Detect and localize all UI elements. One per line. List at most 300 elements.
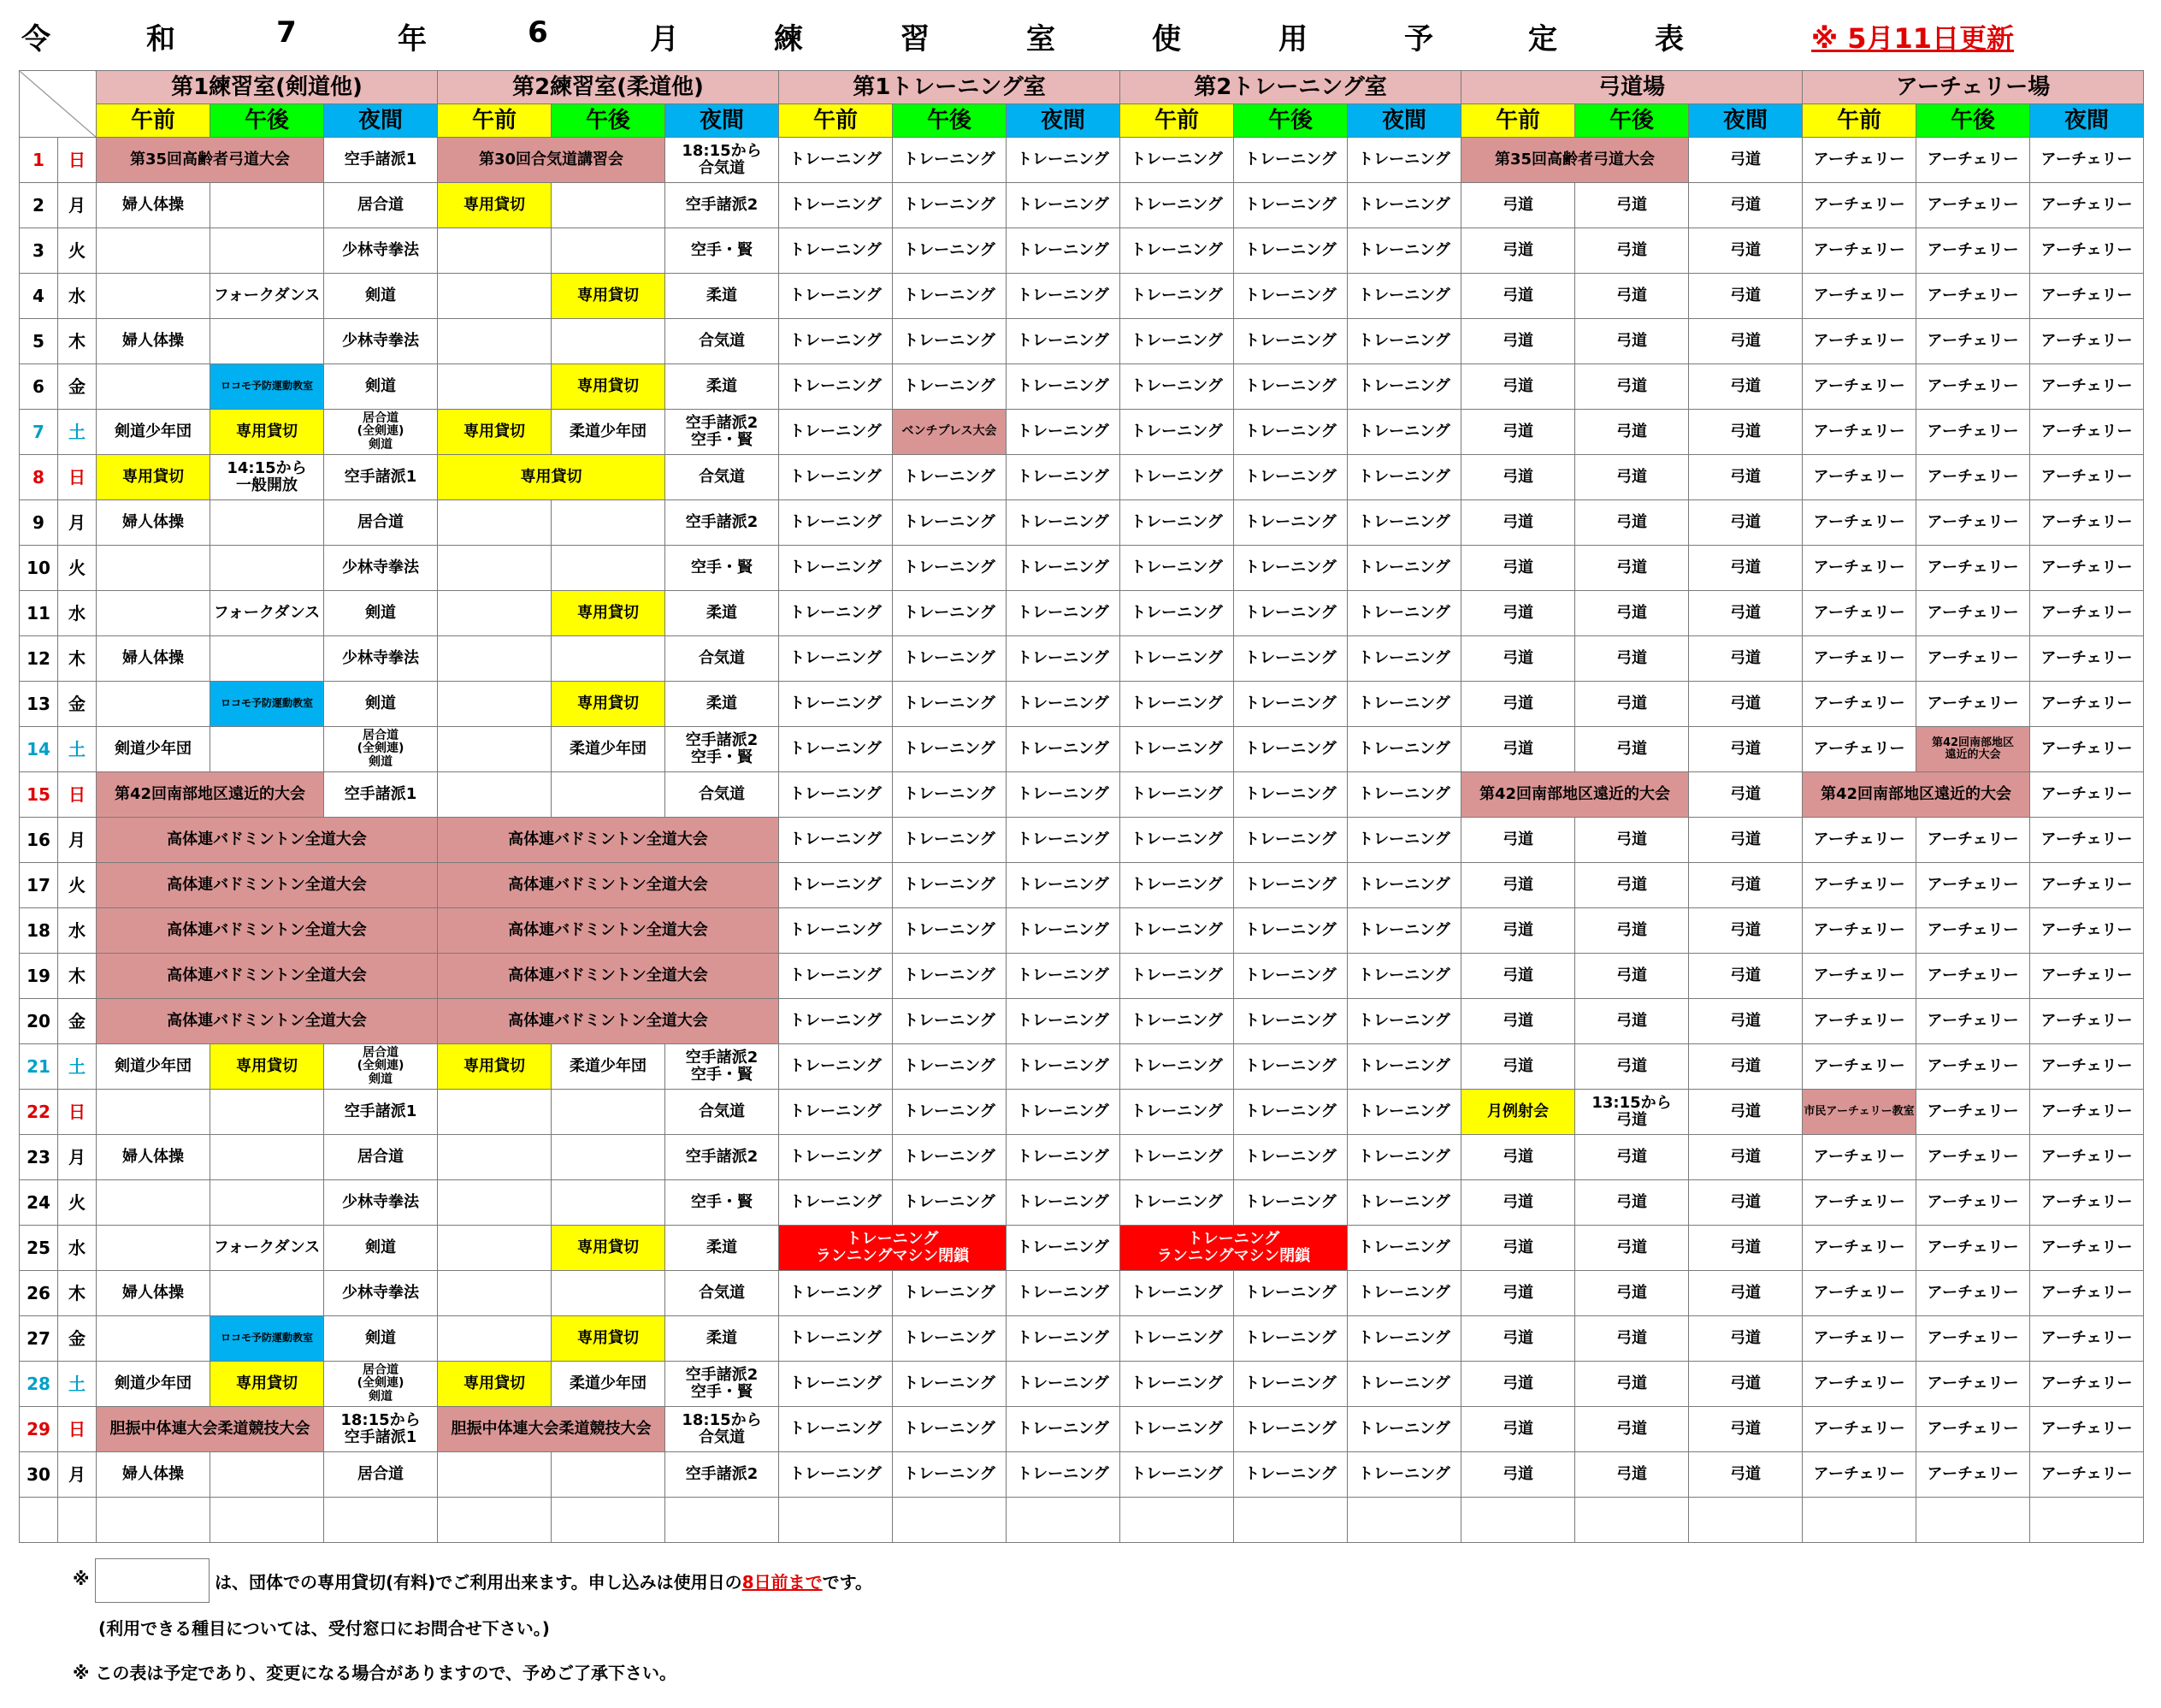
schedule-cell: アーチェリー <box>1803 727 1916 772</box>
schedule-cell: アーチェリー <box>2030 1271 2144 1316</box>
schedule-cell: トレーニング <box>1120 999 1234 1044</box>
day-of-week: 日 <box>58 138 97 183</box>
schedule-cell: 専用貸切 <box>210 1044 324 1090</box>
schedule-cell <box>552 228 665 274</box>
schedule-cell: 弓道 <box>1689 546 1803 591</box>
schedule-cell <box>779 1498 893 1543</box>
schedule-cell: 剣道少年団 <box>97 1362 210 1407</box>
schedule-cell: 専用貸切 <box>552 1226 665 1271</box>
day-number: 17 <box>20 863 58 908</box>
schedule-cell <box>438 727 552 772</box>
schedule-cell: 弓道 <box>1575 228 1689 274</box>
schedule-cell: トレーニング <box>893 863 1007 908</box>
schedule-cell: フォークダンス <box>210 1226 324 1271</box>
slot-header: 夜間 <box>1689 104 1803 138</box>
title-char: 6 <box>528 15 548 50</box>
schedule-cell <box>1916 1498 2030 1543</box>
schedule-cell: アーチェリー <box>1803 1452 1916 1498</box>
day-of-week: 木 <box>58 636 97 682</box>
day-number: 13 <box>20 682 58 727</box>
schedule-cell: 柔道 <box>665 364 779 410</box>
schedule-cell <box>438 546 552 591</box>
day-number: 8 <box>20 455 58 500</box>
schedule-cell: 婦人体操 <box>97 636 210 682</box>
schedule-cell: アーチェリー <box>1916 1271 2030 1316</box>
table-row <box>20 1271 2144 1316</box>
schedule-cell: 空手諸派1 <box>324 772 438 818</box>
slot-header: 午前 <box>1120 104 1234 138</box>
schedule-cell: アーチェリー <box>2030 274 2144 319</box>
schedule-cell: 弓道 <box>1689 1316 1803 1362</box>
table-row <box>20 1135 2144 1180</box>
schedule-cell: トレーニング <box>1007 1271 1120 1316</box>
schedule-cell: アーチェリー <box>1916 908 2030 954</box>
facility-header: アーチェリー場 <box>1803 71 2144 104</box>
schedule-cell: アーチェリー <box>2030 1452 2144 1498</box>
table-row <box>20 818 2144 863</box>
schedule-cell <box>552 319 665 364</box>
schedule-cell: 月例射会 <box>1461 1090 1575 1135</box>
schedule-cell: トレーニング <box>779 364 893 410</box>
schedule-cell: 専用貸切 <box>438 183 552 228</box>
schedule-cell <box>1689 1498 1803 1543</box>
schedule-cell: 第42回南部地区遠近的大会 <box>1803 772 2030 818</box>
schedule-cell <box>210 1180 324 1226</box>
schedule-cell: 少林寺拳法 <box>324 1271 438 1316</box>
schedule-cell <box>324 1498 438 1543</box>
schedule-cell: 弓道 <box>1461 908 1575 954</box>
schedule-cell: トレーニング <box>893 591 1007 636</box>
table-row <box>20 1180 2144 1226</box>
day-of-week: 木 <box>58 319 97 364</box>
schedule-cell: 弓道 <box>1461 1316 1575 1362</box>
day-of-week: 日 <box>58 1090 97 1135</box>
day-of-week: 土 <box>58 1362 97 1407</box>
schedule-cell: 胆振中体連大会柔道競技大会 <box>97 1407 324 1452</box>
facility-header: 第1練習室(剣道他) <box>97 71 438 104</box>
schedule-cell: トレーニング <box>1007 1090 1120 1135</box>
schedule-cell: トレーニング <box>1120 1316 1234 1362</box>
slot-header: 午後 <box>552 104 665 138</box>
schedule-cell: 弓道 <box>1689 863 1803 908</box>
facility-header: 弓道場 <box>1461 71 1803 104</box>
schedule-cell: トレーニング <box>893 455 1007 500</box>
schedule-cell: 弓道 <box>1689 138 1803 183</box>
schedule-cell: トレーニング <box>1120 1180 1234 1226</box>
title-char: 定 <box>1528 22 1557 56</box>
day-number: 12 <box>20 636 58 682</box>
note-line-2: (利用できる種目については、受付窓口にお問合せ下さい。) <box>98 1618 550 1639</box>
schedule-cell: トレーニング <box>1120 138 1234 183</box>
schedule-cell: 弓道 <box>1461 1407 1575 1452</box>
schedule-cell: 居合道 (全剣連) 剣道 <box>324 727 438 772</box>
schedule-cell: 弓道 <box>1575 636 1689 682</box>
schedule-cell: トレーニング <box>1007 863 1120 908</box>
schedule-cell: 弓道 <box>1689 1090 1803 1135</box>
day-of-week: 水 <box>58 591 97 636</box>
schedule-cell: トレーニング <box>1234 455 1348 500</box>
schedule-cell: 弓道 <box>1461 636 1575 682</box>
schedule-cell: アーチェリー <box>1803 863 1916 908</box>
schedule-cell: 胆振中体連大会柔道競技大会 <box>438 1407 665 1452</box>
schedule-cell: アーチェリー <box>1916 546 2030 591</box>
slot-header: 午後 <box>1234 104 1348 138</box>
table-row <box>20 1316 2144 1362</box>
title-char: 練 <box>774 22 803 56</box>
schedule-cell: アーチェリー <box>1916 636 2030 682</box>
title-char: 使 <box>1152 22 1181 56</box>
schedule-cell: 空手諸派2 <box>665 1452 779 1498</box>
schedule-cell: アーチェリー <box>1916 863 2030 908</box>
schedule-cell: 婦人体操 <box>97 319 210 364</box>
schedule-cell: 弓道 <box>1689 228 1803 274</box>
update-notice: ※ 5月11日更新 <box>1811 22 2015 55</box>
schedule-cell: 弓道 <box>1689 818 1803 863</box>
schedule-cell: 弓道 <box>1575 1316 1689 1362</box>
day-number: 16 <box>20 818 58 863</box>
schedule-cell: トレーニング <box>1234 183 1348 228</box>
schedule-cell: 弓道 <box>1575 1452 1689 1498</box>
schedule-cell: トレーニング <box>1348 546 1461 591</box>
schedule-cell: 高体連バドミントン全道大会 <box>97 908 438 954</box>
schedule-cell: アーチェリー <box>1916 228 2030 274</box>
schedule-cell: トレーニング <box>1007 364 1120 410</box>
schedule-cell <box>210 228 324 274</box>
schedule-cell: トレーニング <box>1348 410 1461 455</box>
schedule-cell: トレーニング <box>779 1407 893 1452</box>
schedule-cell: トレーニング <box>1120 818 1234 863</box>
schedule-cell: トレーニング <box>1234 818 1348 863</box>
day-number: 1 <box>20 138 58 183</box>
day-number: 25 <box>20 1226 58 1271</box>
day-number: 22 <box>20 1090 58 1135</box>
table-row <box>20 1044 2144 1090</box>
schedule-cell: 剣道 <box>324 591 438 636</box>
schedule-cell: 弓道 <box>1575 1135 1689 1180</box>
schedule-cell: 弓道 <box>1461 274 1575 319</box>
day-of-week: 木 <box>58 1271 97 1316</box>
schedule-cell: 弓道 <box>1461 727 1575 772</box>
schedule-cell <box>210 636 324 682</box>
schedule-cell: トレーニング <box>1007 455 1120 500</box>
schedule-cell: トレーニング <box>893 636 1007 682</box>
day-number: 20 <box>20 999 58 1044</box>
schedule-cell: 空手諸派2 空手・賢 <box>665 1044 779 1090</box>
schedule-cell: トレーニング <box>779 999 893 1044</box>
schedule-cell: トレーニング <box>779 500 893 546</box>
schedule-cell: 弓道 <box>1461 546 1575 591</box>
schedule-cell: 弓道 <box>1689 1452 1803 1498</box>
schedule-cell: トレーニング <box>779 727 893 772</box>
schedule-cell: アーチェリー <box>1803 954 1916 999</box>
schedule-cell: トレーニング <box>1348 1226 1461 1271</box>
schedule-cell: 弓道 <box>1689 908 1803 954</box>
schedule-cell: トレーニング <box>1120 546 1234 591</box>
schedule-cell: アーチェリー <box>1803 1226 1916 1271</box>
schedule-cell: アーチェリー <box>1803 546 1916 591</box>
slot-header: 夜間 <box>324 104 438 138</box>
schedule-cell: トレーニング <box>779 591 893 636</box>
schedule-cell: トレーニング <box>1007 546 1120 591</box>
schedule-cell: トレーニング <box>1234 410 1348 455</box>
schedule-cell <box>438 682 552 727</box>
day-of-week: 日 <box>58 1407 97 1452</box>
schedule-cell: トレーニング <box>1007 1226 1120 1271</box>
schedule-cell: アーチェリー <box>1803 1362 1916 1407</box>
schedule-cell: アーチェリー <box>1916 954 2030 999</box>
schedule-cell: トレーニング <box>1007 1452 1120 1498</box>
day-number: 24 <box>20 1180 58 1226</box>
schedule-cell: トレーニング <box>1234 772 1348 818</box>
schedule-cell: 婦人体操 <box>97 183 210 228</box>
schedule-cell: 弓道 <box>1461 1362 1575 1407</box>
schedule-cell: トレーニング <box>1234 274 1348 319</box>
schedule-table <box>19 70 2144 1543</box>
day-number: 10 <box>20 546 58 591</box>
schedule-cell: トレーニング <box>1348 183 1461 228</box>
schedule-cell <box>438 500 552 546</box>
note-line-1 <box>215 1569 872 1593</box>
schedule-cell: トレーニング <box>1348 1044 1461 1090</box>
day-of-week: 月 <box>58 1452 97 1498</box>
schedule-cell <box>210 500 324 546</box>
schedule-cell: 第30回合気道講習会 <box>438 138 665 183</box>
schedule-cell: トレーニング <box>779 1362 893 1407</box>
schedule-cell: トレーニング <box>1007 183 1120 228</box>
title-char: 和 <box>146 22 175 56</box>
schedule-cell: トレーニング <box>779 954 893 999</box>
schedule-cell: 弓道 <box>1689 1135 1803 1180</box>
day-of-week: 金 <box>58 364 97 410</box>
day-number: 19 <box>20 954 58 999</box>
schedule-cell <box>210 1498 324 1543</box>
schedule-cell <box>438 1316 552 1362</box>
schedule-cell <box>893 1498 1007 1543</box>
schedule-cell <box>438 1498 552 1543</box>
schedule-cell: 弓道 <box>1689 410 1803 455</box>
day-of-week: 土 <box>58 727 97 772</box>
schedule-cell: トレーニング <box>893 727 1007 772</box>
schedule-cell: アーチェリー <box>1803 138 1916 183</box>
schedule-cell <box>552 546 665 591</box>
schedule-cell <box>438 1452 552 1498</box>
schedule-cell: アーチェリー <box>2030 183 2144 228</box>
schedule-cell: アーチェリー <box>1916 274 2030 319</box>
schedule-cell: 弓道 <box>1461 183 1575 228</box>
table-row <box>20 908 2144 954</box>
schedule-cell: トレーニング <box>1348 636 1461 682</box>
schedule-cell: トレーニング <box>1234 138 1348 183</box>
schedule-cell: トレーニング <box>1007 500 1120 546</box>
schedule-cell: アーチェリー <box>2030 999 2144 1044</box>
schedule-cell: アーチェリー <box>1916 1316 2030 1362</box>
schedule-cell: 第42回南部地区 遠近的大会 <box>1916 727 2030 772</box>
schedule-cell: アーチェリー <box>1916 818 2030 863</box>
day-number: 21 <box>20 1044 58 1090</box>
schedule-cell: アーチェリー <box>1916 1135 2030 1180</box>
schedule-cell: トレーニング <box>779 1316 893 1362</box>
schedule-cell: 弓道 <box>1689 183 1803 228</box>
schedule-cell: アーチェリー <box>2030 727 2144 772</box>
schedule-cell: トレーニング <box>893 818 1007 863</box>
schedule-cell: トレーニング <box>1007 727 1120 772</box>
schedule-cell <box>210 319 324 364</box>
schedule-cell: 専用貸切 <box>438 1362 552 1407</box>
slot-header: 午前 <box>97 104 210 138</box>
schedule-cell: 柔道 <box>665 1226 779 1271</box>
schedule-cell: トレーニング <box>1348 591 1461 636</box>
table-row <box>20 1090 2144 1135</box>
schedule-cell: アーチェリー <box>2030 455 2144 500</box>
schedule-cell: 専用貸切 <box>552 591 665 636</box>
schedule-cell <box>438 1180 552 1226</box>
schedule-cell: トレーニング <box>1348 1271 1461 1316</box>
schedule-cell <box>210 183 324 228</box>
schedule-cell: アーチェリー <box>1803 410 1916 455</box>
title-char: 7 <box>276 15 297 50</box>
schedule-cell: トレーニング <box>1120 1362 1234 1407</box>
day-of-week: 月 <box>58 183 97 228</box>
schedule-cell: トレーニング <box>1234 1135 1348 1180</box>
table-row <box>20 772 2144 818</box>
schedule-cell: トレーニング <box>779 772 893 818</box>
day-number: 26 <box>20 1271 58 1316</box>
schedule-cell: トレーニング <box>1348 1316 1461 1362</box>
schedule-cell: 第35回高齢者弓道大会 <box>1461 138 1689 183</box>
schedule-cell: 弓道 <box>1575 546 1689 591</box>
day-of-week: 月 <box>58 818 97 863</box>
table-row <box>20 183 2144 228</box>
schedule-cell: 居合道 <box>324 183 438 228</box>
schedule-cell <box>438 364 552 410</box>
day-number: 18 <box>20 908 58 954</box>
schedule-cell: トレーニング <box>779 908 893 954</box>
schedule-cell: トレーニング <box>1120 908 1234 954</box>
schedule-cell: 専用貸切 <box>552 274 665 319</box>
schedule-cell: アーチェリー <box>1803 682 1916 727</box>
schedule-cell: 第35回高齢者弓道大会 <box>97 138 324 183</box>
schedule-cell: トレーニング <box>779 818 893 863</box>
schedule-cell: トレーニング <box>779 1271 893 1316</box>
table-row <box>20 410 2144 455</box>
schedule-cell: 弓道 <box>1689 319 1803 364</box>
schedule-cell: 弓道 <box>1575 500 1689 546</box>
schedule-cell: 弓道 <box>1689 1044 1803 1090</box>
schedule-cell: トレーニング <box>779 863 893 908</box>
schedule-cell: トレーニング <box>1348 274 1461 319</box>
schedule-cell: アーチェリー <box>2030 1044 2144 1090</box>
schedule-cell: 専用貸切 <box>552 364 665 410</box>
schedule-cell: アーチェリー <box>1803 1407 1916 1452</box>
schedule-cell: トレーニング <box>1234 863 1348 908</box>
schedule-cell: アーチェリー <box>1916 410 2030 455</box>
schedule-cell: トレーニング <box>1007 1135 1120 1180</box>
day-of-week: 土 <box>58 1044 97 1090</box>
schedule-cell: アーチェリー <box>1803 1271 1916 1316</box>
schedule-cell: トレーニング <box>1348 727 1461 772</box>
schedule-cell: トレーニング <box>779 1090 893 1135</box>
schedule-cell: トレーニング <box>893 1090 1007 1135</box>
schedule-cell: トレーニング <box>893 319 1007 364</box>
schedule-cell: トレーニング <box>1007 1180 1120 1226</box>
schedule-cell: トレーニング <box>1234 364 1348 410</box>
schedule-cell: トレーニング <box>1348 364 1461 410</box>
schedule-cell: 合気道 <box>665 455 779 500</box>
schedule-cell: トレーニング <box>1007 908 1120 954</box>
schedule-cell <box>97 228 210 274</box>
schedule-cell <box>438 636 552 682</box>
schedule-cell: 剣道 <box>324 1316 438 1362</box>
note-line-1-text: は、団体での専用貸切(有料)でご利用出来ます。申し込みは使用日の <box>215 1572 742 1593</box>
slot-header: 午前 <box>1803 104 1916 138</box>
schedule-cell: アーチェリー <box>2030 772 2144 818</box>
note-mark: ※ <box>73 1569 90 1589</box>
schedule-cell: トレーニング <box>1120 274 1234 319</box>
schedule-cell: トレーニング <box>1007 818 1120 863</box>
schedule-cell <box>552 500 665 546</box>
schedule-cell: トレーニング <box>1234 636 1348 682</box>
schedule-cell: トレーニング <box>1234 1090 1348 1135</box>
schedule-cell: トレーニング <box>779 319 893 364</box>
schedule-cell: 合気道 <box>665 1271 779 1316</box>
schedule-cell: 専用貸切 <box>552 682 665 727</box>
schedule-cell: 合気道 <box>665 636 779 682</box>
table-row <box>20 1226 2144 1271</box>
day-number: 27 <box>20 1316 58 1362</box>
day-of-week: 火 <box>58 228 97 274</box>
schedule-cell: アーチェリー <box>1803 228 1916 274</box>
schedule-cell: 居合道 <box>324 500 438 546</box>
schedule-cell: トレーニング <box>1007 138 1120 183</box>
schedule-cell <box>210 1452 324 1498</box>
schedule-cell: アーチェリー <box>1803 455 1916 500</box>
schedule-cell: 空手・賢 <box>665 1180 779 1226</box>
schedule-cell: 婦人体操 <box>97 1135 210 1180</box>
schedule-cell: 高体連バドミントン全道大会 <box>438 908 779 954</box>
schedule-cell: アーチェリー <box>1916 1090 2030 1135</box>
schedule-cell: 弓道 <box>1461 999 1575 1044</box>
schedule-cell <box>210 1135 324 1180</box>
facility-header: 第1トレーニング室 <box>779 71 1120 104</box>
schedule-cell: アーチェリー <box>1803 319 1916 364</box>
schedule-cell: アーチェリー <box>2030 1316 2144 1362</box>
schedule-cell: トレーニング <box>1234 1452 1348 1498</box>
schedule-cell: 弓道 <box>1461 1135 1575 1180</box>
day-number: 6 <box>20 364 58 410</box>
schedule-cell: トレーニング <box>893 364 1007 410</box>
slot-header: 夜間 <box>1007 104 1120 138</box>
schedule-cell: トレーニング <box>1234 954 1348 999</box>
slot-header: 午後 <box>1916 104 2030 138</box>
schedule-cell: 空手諸派2 <box>665 1135 779 1180</box>
schedule-cell: アーチェリー <box>1916 1226 2030 1271</box>
schedule-cell: トレーニング <box>1120 772 1234 818</box>
schedule-cell: トレーニング <box>1007 591 1120 636</box>
schedule-cell: トレーニング <box>1007 274 1120 319</box>
schedule-cell: トレーニング <box>893 1452 1007 1498</box>
schedule-cell: 弓道 <box>1689 1271 1803 1316</box>
day-number: 3 <box>20 228 58 274</box>
table-row <box>20 954 2144 999</box>
schedule-cell <box>552 636 665 682</box>
note-line-1-end: です。 <box>822 1572 873 1593</box>
schedule-cell: トレーニング <box>893 682 1007 727</box>
schedule-cell <box>97 1498 210 1543</box>
slot-header: 午前 <box>779 104 893 138</box>
schedule-cell: アーチェリー <box>1803 183 1916 228</box>
table-row <box>20 999 2144 1044</box>
title-char: 年 <box>398 22 427 56</box>
